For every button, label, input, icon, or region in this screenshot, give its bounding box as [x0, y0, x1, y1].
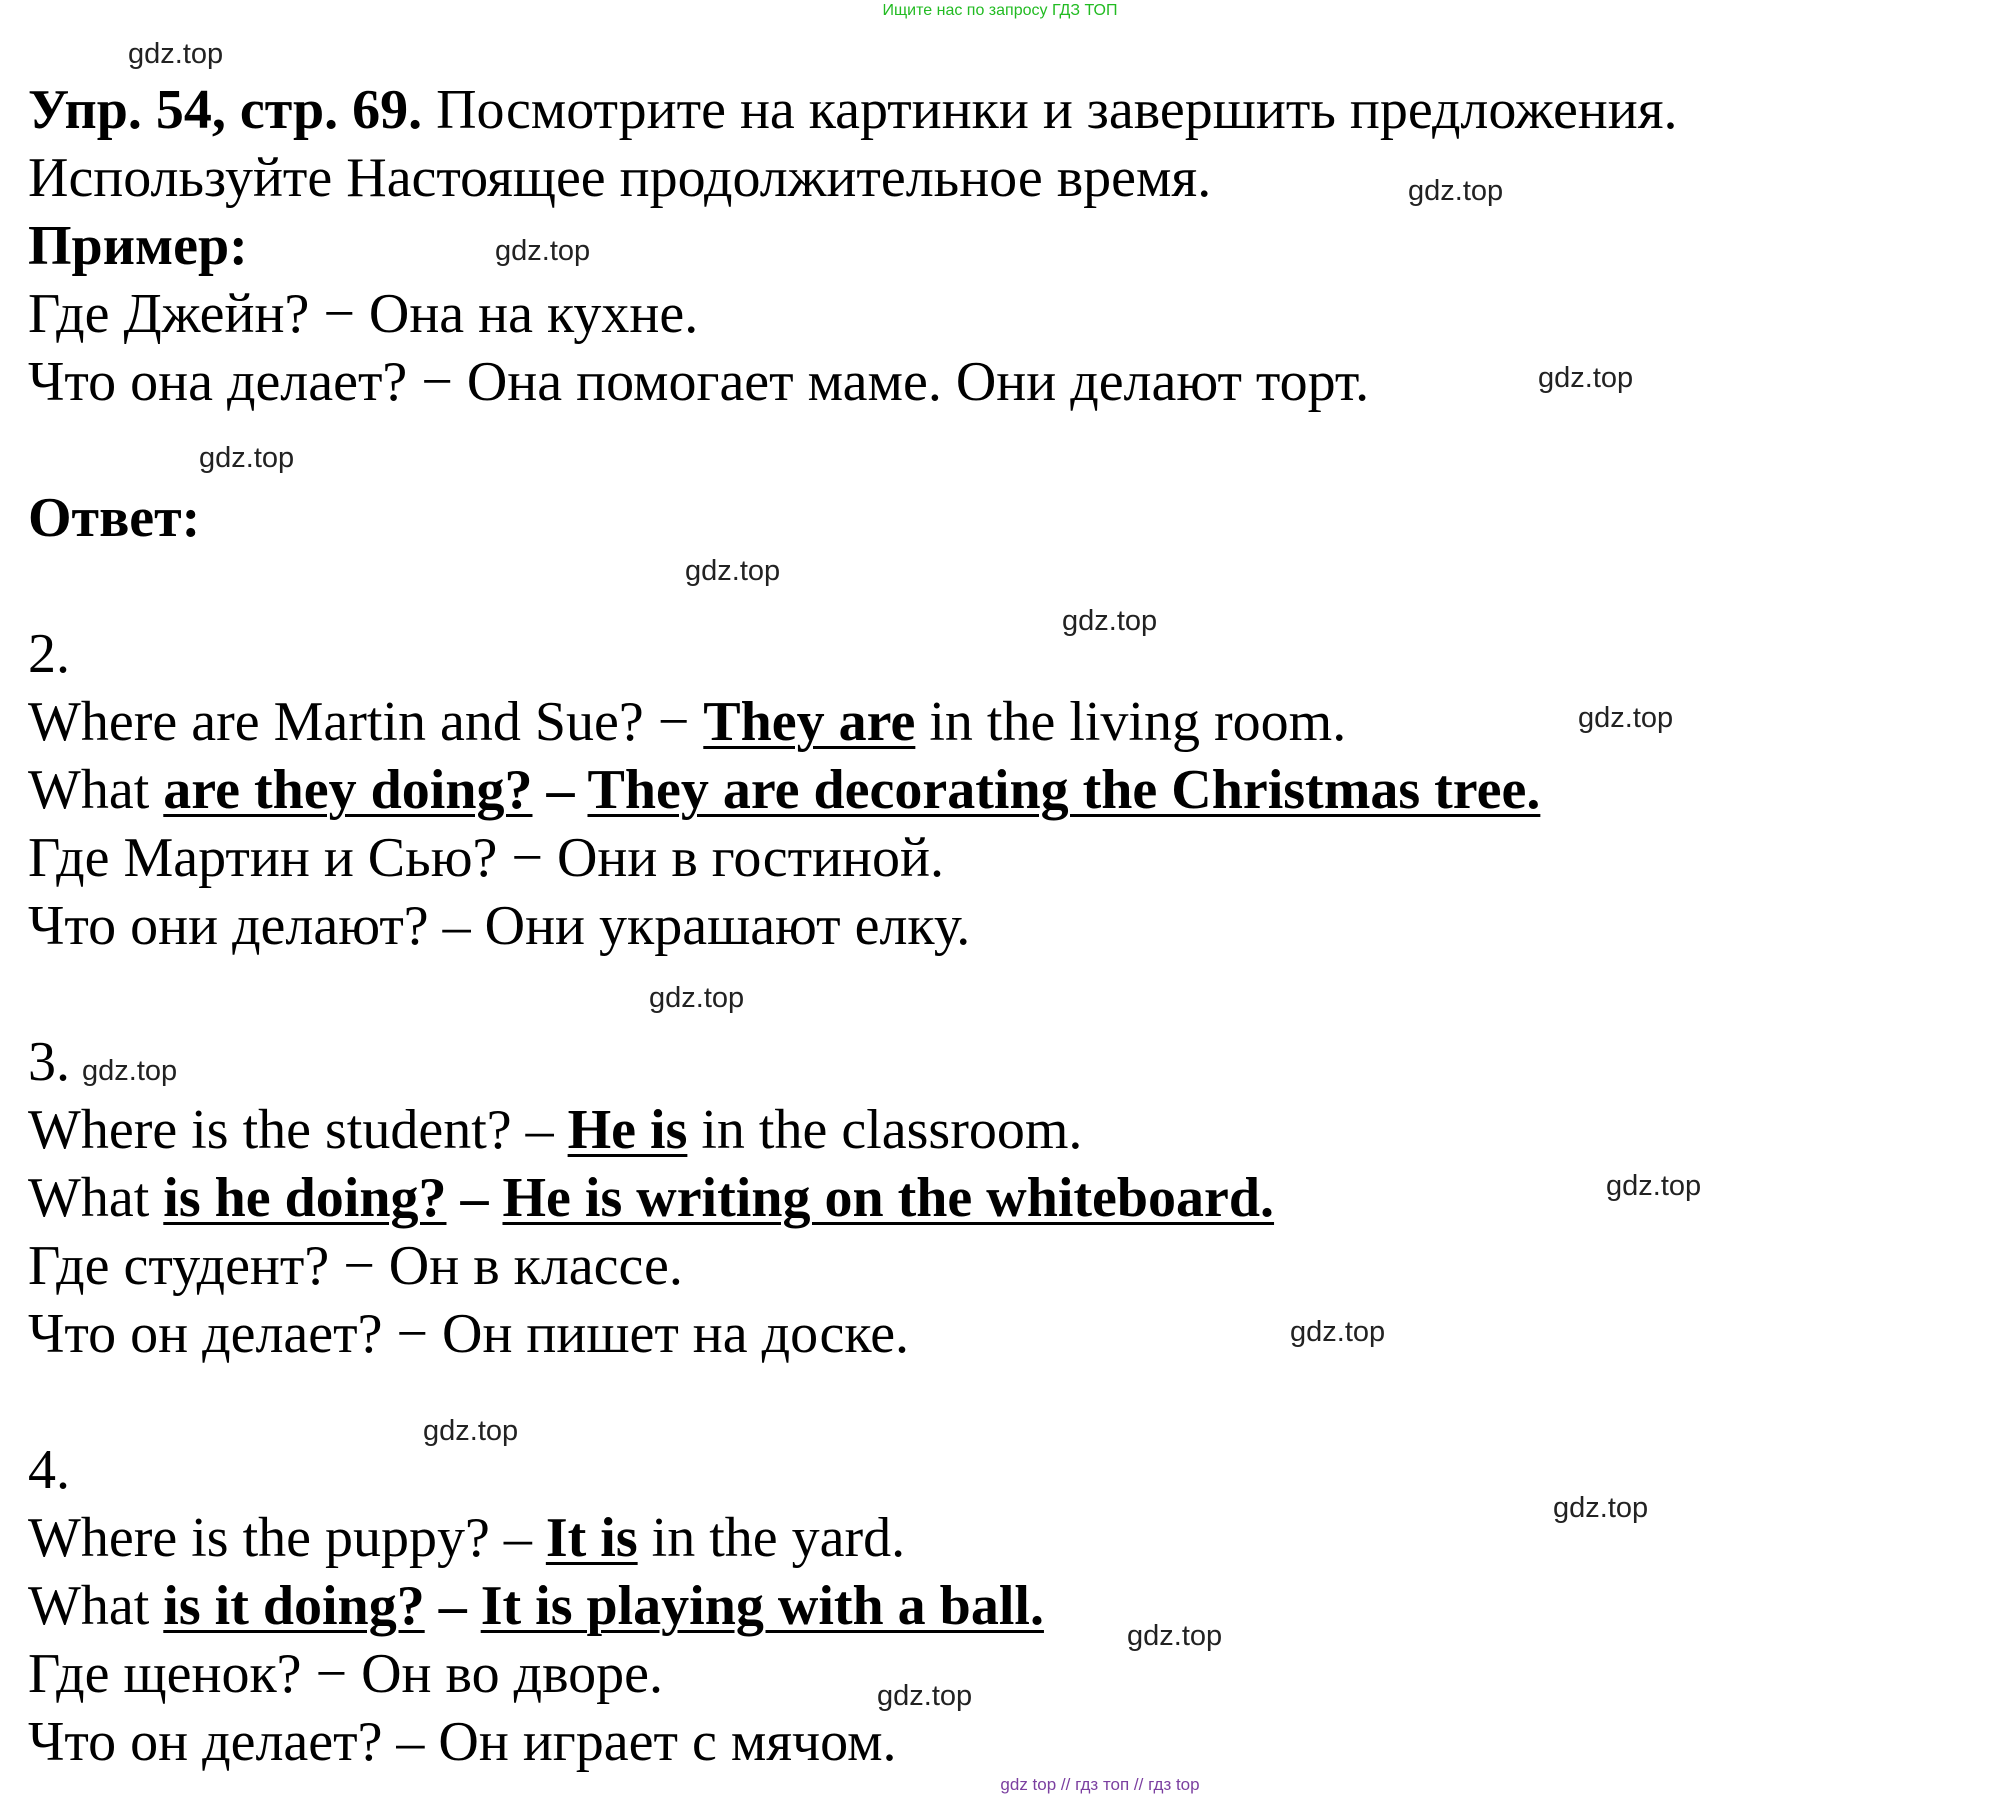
watermark: gdz.top — [495, 235, 591, 267]
filled-question: is he doing? — [163, 1167, 447, 1229]
question-text: What — [28, 759, 164, 821]
watermark: gdz.top — [199, 442, 295, 474]
filled-answer: He is writing on the whiteboard. — [502, 1167, 1275, 1229]
exercise-ref: Упр. 54, стр. 69. — [28, 79, 423, 141]
answer-doing-line — [28, 1575, 1044, 1637]
watermark: gdz.top — [82, 1055, 178, 1087]
filled-answer: It is playing with a ball. — [480, 1575, 1044, 1637]
header-note: Ищите нас по запросу ГДЗ ТОП — [882, 2, 1118, 19]
question-text: Where is the puppy? – — [28, 1507, 546, 1569]
exercise-task: Посмотрите на картинки и завершить предложения. — [422, 79, 1678, 141]
example-line-2: Что она делает? − Она помогает маме. Они делают торт. — [28, 351, 1370, 413]
dash: – — [424, 1575, 481, 1637]
answer-question-line — [28, 1099, 1083, 1161]
translation-line-2: Что он делает? – Он играет с мячом. — [28, 1711, 897, 1773]
watermark: gdz.top — [685, 555, 781, 587]
question-text: Where are Martin and Sue? − — [28, 691, 704, 753]
answer-number: 4. — [28, 1439, 70, 1501]
footer-watermark: gdz top // гдз топ // гдз top — [1000, 1775, 1200, 1794]
translation-line-1: Где студент? − Он в классе. — [28, 1235, 683, 1297]
answer-question-line — [28, 1507, 906, 1569]
answer-number: 2. — [28, 623, 70, 685]
answer-label: Ответ: — [28, 487, 201, 549]
watermark: gdz.top — [128, 38, 224, 70]
exercise-task-line2: Используйте Настоящее продолжительное время. — [28, 147, 1212, 209]
question-text: What — [28, 1575, 164, 1637]
watermark: gdz.top — [1578, 702, 1674, 734]
translation-line-2: Что они делают? – Они украшают елку. — [28, 895, 971, 957]
exercise-title — [28, 79, 1678, 141]
watermark: gdz.top — [1553, 1492, 1649, 1524]
watermark: gdz.top — [1290, 1316, 1386, 1348]
watermark: gdz.top — [649, 982, 745, 1014]
dash: – — [532, 759, 588, 821]
watermark: gdz.top — [1062, 605, 1158, 637]
watermark: gdz.top — [1408, 175, 1504, 207]
example-line-1: Где Джейн? − Она на кухне. — [28, 283, 699, 345]
answer-number: 3. — [28, 1031, 70, 1093]
translation-line-2: Что он делает? − Он пишет на доске. — [28, 1303, 910, 1365]
translation-line-1: Где Мартин и Сью? − Они в гостиной. — [28, 827, 944, 889]
watermark: gdz.top — [423, 1415, 519, 1447]
filled-answer: He is — [567, 1099, 688, 1161]
question-text: in the living room. — [915, 691, 1347, 753]
filled-answer: They are decorating the Christmas tree. — [587, 759, 1541, 821]
filled-question: are they doing? — [163, 759, 533, 821]
watermark: gdz.top — [1538, 362, 1634, 394]
question-text: Where is the student? – — [28, 1099, 568, 1161]
question-text: in the classroom. — [687, 1099, 1083, 1161]
question-text: What — [28, 1167, 164, 1229]
filled-answer: It is — [545, 1507, 638, 1569]
answer-doing-line — [28, 1167, 1275, 1229]
translation-line-1: Где щенок? − Он во дворе. — [28, 1643, 663, 1705]
filled-answer: They are — [703, 691, 916, 753]
watermark: gdz.top — [877, 1680, 973, 1712]
filled-question: is it doing? — [163, 1575, 425, 1637]
watermark: gdz.top — [1606, 1170, 1702, 1202]
answer-doing-line — [28, 759, 1541, 821]
dash: – — [446, 1167, 503, 1229]
watermark: gdz.top — [1127, 1620, 1223, 1652]
answer-question-line — [28, 691, 1347, 753]
example-label: Пример: — [28, 215, 248, 277]
question-text: in the yard. — [637, 1507, 906, 1569]
